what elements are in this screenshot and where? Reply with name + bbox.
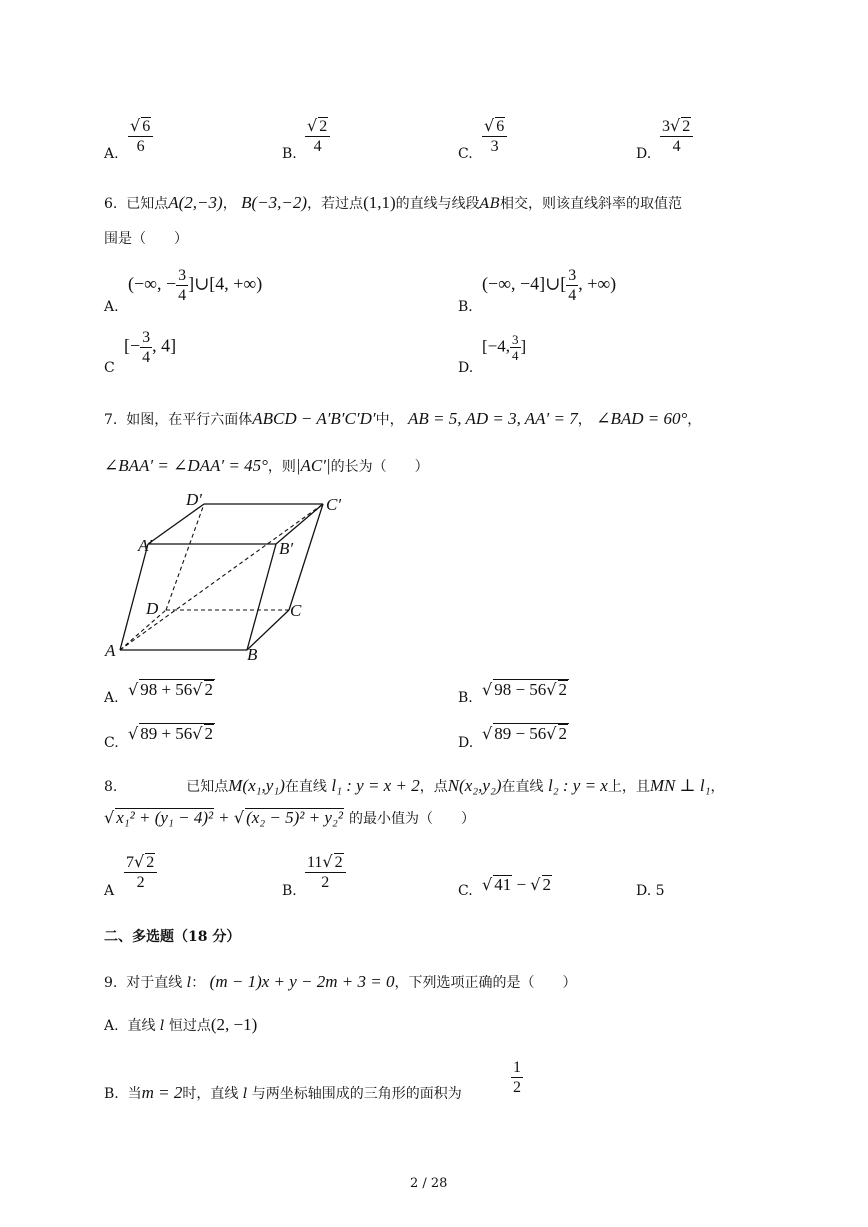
page-number: 2 / 28 — [410, 1176, 448, 1191]
q5-option-a-value: $\frac{√ 6}{6}$ — [128, 116, 153, 156]
q9-option-b: B. 当m = 2时，直线 l 与两坐标轴围成的三角形的面积为 — [104, 1083, 462, 1102]
q7-stem-cont: ∠BAA′ = ∠DAA′ = 45°，则|AC′|的长为（ ） — [104, 456, 429, 475]
edge-CC1 — [289, 504, 323, 610]
q7-option-c-label: C. — [104, 735, 119, 751]
q6-option-d-label: D. — [458, 360, 474, 376]
edge-AD — [120, 610, 166, 650]
q5-option-b-value: $\frac{√ 2}{4}$ — [305, 116, 330, 156]
q7-option-d-value: √ 89 − 56√ 2 — [482, 724, 567, 743]
label-A1: A′ — [138, 536, 153, 555]
q5-option-d-label: D. — [636, 146, 652, 162]
edge-A1D1 — [148, 504, 204, 544]
q5-option-b-label: B. — [282, 146, 297, 162]
label-D1: D′ — [186, 490, 202, 509]
q8-option-c-value: √ 41 − √ 2 — [482, 875, 551, 894]
label-D: D — [146, 599, 159, 618]
q9-option-a: A. 直线 l 恒过点(2, −1) — [104, 1015, 258, 1034]
q7-stem: 7. 如图，在平行六面体ABCD − A′B′C′D′中， AB = 5, AD = 3, AA′ = 7， ∠BAD = 60°， — [104, 409, 702, 428]
q5-option-c-label: C. — [458, 146, 473, 162]
q7-option-b-label: B. — [458, 690, 473, 706]
q6-option-c-value: [− $\frac{3}{4}$ , 4] — [124, 329, 177, 366]
q8-option-b-label: B. — [282, 883, 297, 899]
q9-stem: 9. 对于直线 l： (m − 1)x + y − 2m + 3 = 0，下列选项正确的是（ ） — [104, 972, 577, 991]
label-C1: C′ — [326, 495, 342, 514]
q8-option-c-label: C. — [458, 883, 473, 899]
edge-BB1 — [247, 544, 276, 650]
label-B1: B′ — [279, 539, 294, 558]
q5-option-a-label: A. — [104, 146, 119, 162]
label-C: C — [290, 601, 302, 620]
q5-option-d-value: $\frac{3√ 2}{4}$ — [660, 116, 693, 156]
edge-DD1 — [166, 504, 204, 610]
section-2-heading: 二、多选题（18 分） — [104, 929, 241, 945]
q5-option-c-value: $\frac{√ 6}{3}$ — [482, 116, 507, 156]
parallelepiped-figure — [100, 488, 360, 668]
q8-option-d: D. 5 — [636, 883, 665, 899]
q8-stem: 8. 已知点M(x₁,y₁)在直线 l₁ : y = x + 2，点N(x₂,y₂)在直线 l₂ : y = x上，且MN ⊥ l₁， — [104, 776, 725, 795]
edge-AA1 — [120, 544, 148, 650]
q6-option-c-label: C — [104, 360, 115, 376]
q7-option-d-label: D. — [458, 735, 474, 751]
q6-stem-cont: 围是（ ） — [104, 231, 188, 247]
q9-option-b-fraction: $\frac{1}{2}$ — [513, 1059, 521, 1096]
q7-option-c-value: √ 89 + 56√ 2 — [128, 724, 213, 743]
q6-option-d-value: [−4, $\frac{3}{4}$ ] — [482, 332, 527, 363]
q6-option-b-label: B. — [458, 299, 473, 315]
q8-option-a-label: A — [104, 883, 115, 899]
q6-stem: 6. 已知点A(2,−3)， B(−3,−2)，若过点(1,1)的直线与线段AB相交，则该直线斜率的取值范 — [104, 193, 683, 212]
q6-option-b-value: (−∞, −4]∪[ $\frac{3}{4}$ , +∞) — [482, 267, 617, 304]
q6-option-a-label: A. — [104, 299, 119, 315]
label-B: B — [247, 645, 258, 664]
q6-option-a-value: (−∞, − $\frac{3}{4}$ ]∪[4, +∞) — [128, 267, 263, 304]
q8-option-a-value: $\frac{7√ 2}{2}$ — [124, 852, 157, 892]
q7-option-a-label: A. — [104, 690, 119, 706]
edge-BC — [247, 610, 289, 650]
diagonal-AC1 — [120, 504, 323, 650]
label-A: A — [105, 641, 116, 660]
q8-option-b-value: $\frac{11√ 2}{2}$ — [305, 852, 346, 892]
q7-option-a-value: √ 98 + 56√ 2 — [128, 680, 213, 699]
q8-expression: √ x₁² + (y₁ − 4)² + √ (x₂ − 5)² + y₂² 的最小值为（ ） — [104, 808, 476, 827]
q7-option-b-value: √ 98 − 56√ 2 — [482, 680, 567, 699]
